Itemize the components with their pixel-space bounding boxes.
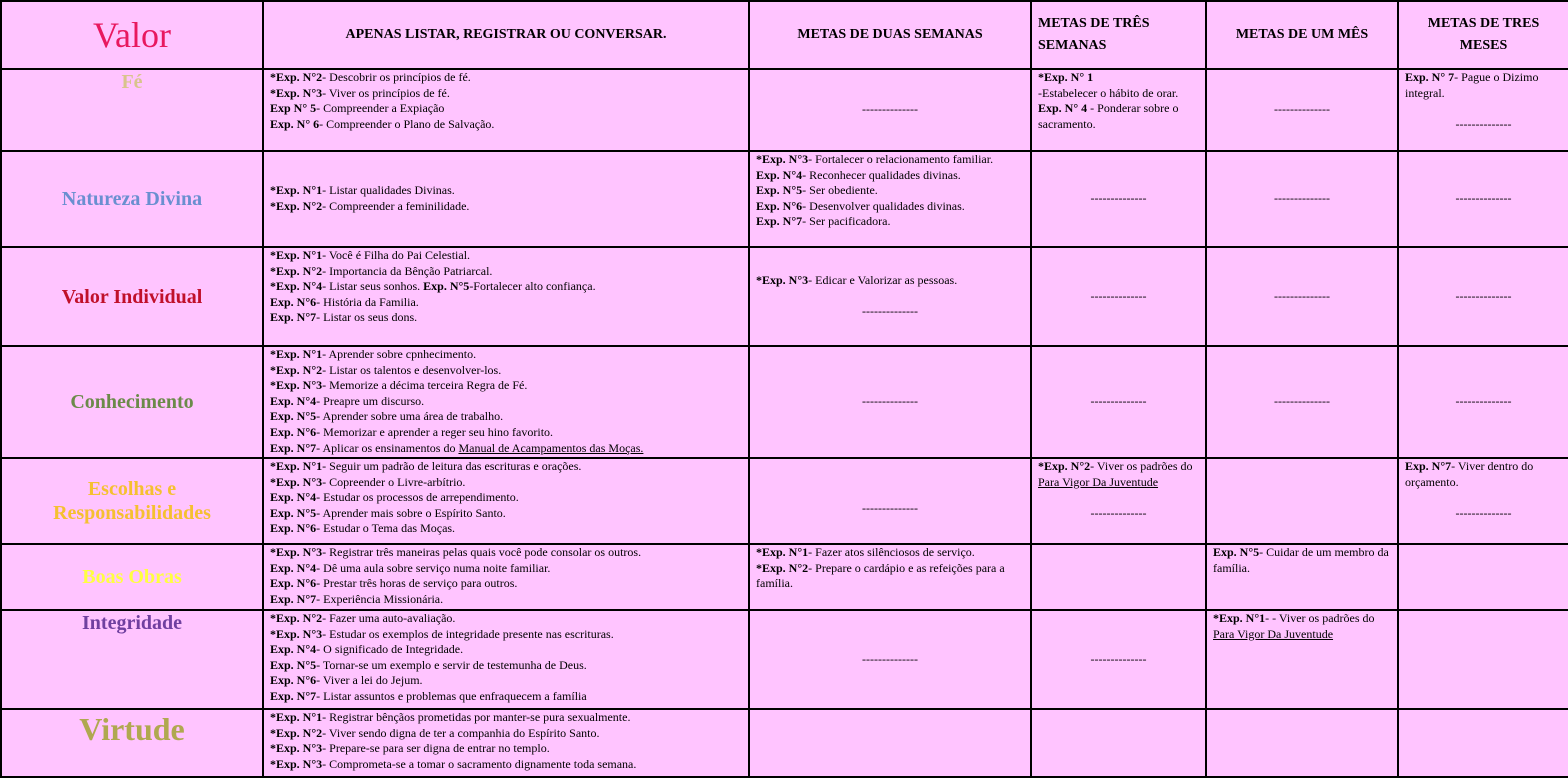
column-header-three-weeks: METAS DE TRÊS SEMANAS bbox=[1031, 1, 1206, 69]
goal-text: -Estabelecer o hábito de orar. bbox=[1038, 85, 1179, 100]
goal-cell bbox=[1031, 610, 1206, 709]
goal-cell bbox=[1206, 544, 1398, 610]
goal-line bbox=[1213, 289, 1391, 305]
goal-cell bbox=[749, 709, 1031, 777]
goal-text: - Cuidar de um membro da família. bbox=[1213, 545, 1389, 575]
goal-line bbox=[270, 611, 742, 627]
goal-line bbox=[270, 757, 742, 773]
goal-line bbox=[270, 710, 742, 726]
goal-text: - Importancia da Bênção Patriarcal. bbox=[322, 263, 493, 278]
goal-line bbox=[270, 409, 742, 425]
value-row bbox=[1, 346, 1568, 458]
experience-number: *Exp. N° 1 bbox=[1038, 70, 1094, 84]
goal-cell bbox=[1206, 346, 1398, 458]
goal-line bbox=[756, 545, 1024, 561]
goal-line bbox=[756, 183, 1024, 199]
goal-text: - Reconhecer qualidades divinas. bbox=[802, 167, 961, 182]
goal-line bbox=[270, 86, 742, 102]
goal-line bbox=[1405, 506, 1562, 522]
goal-line bbox=[756, 102, 1024, 118]
goal-cell bbox=[1206, 247, 1398, 346]
goal-text: - Viver os princípios de fé. bbox=[322, 85, 450, 100]
goal-cell bbox=[749, 544, 1031, 610]
experience-number: Exp. N°6 bbox=[270, 424, 317, 439]
experience-number: *Exp. N°3 bbox=[270, 626, 323, 641]
experience-number: *Exp. N°2 bbox=[1038, 459, 1091, 473]
experience-number: *Exp. N°2 bbox=[270, 70, 323, 84]
goal-line bbox=[270, 627, 742, 643]
goal-text: - Estudar os exemplos de integridade presente nas escrituras. bbox=[322, 626, 614, 641]
goal-line bbox=[270, 310, 742, 326]
goal-line bbox=[270, 576, 742, 592]
goal-line bbox=[270, 183, 742, 199]
goal-cell bbox=[1031, 709, 1206, 777]
goal-cell bbox=[263, 69, 749, 151]
value-row bbox=[1, 709, 1568, 777]
goal-cell bbox=[263, 709, 749, 777]
value-name: Conhecimento bbox=[1, 346, 263, 458]
experience-number: *Exp. N°3 bbox=[270, 545, 323, 559]
goal-text: - Compreender a Expiação bbox=[316, 101, 445, 116]
goal-line bbox=[270, 264, 742, 280]
goal-text: - Prestar três horas de serviço para outros. bbox=[316, 576, 518, 591]
manual-reference: Para Vigor Da Juventude bbox=[1038, 474, 1159, 489]
goal-cell bbox=[263, 610, 749, 709]
experience-number: *Exp. N°4 bbox=[270, 279, 323, 294]
experience-number: Exp. N°5 bbox=[423, 279, 470, 294]
goal-text: -------------- bbox=[862, 102, 918, 117]
goal-line bbox=[756, 485, 1024, 501]
goal-line bbox=[270, 673, 742, 689]
experience-number: Exp. N°6 bbox=[756, 198, 803, 213]
manual-reference: Para Vigor Da Juventude bbox=[1213, 626, 1334, 641]
goal-text: - Experiência Missionária. bbox=[316, 591, 444, 606]
experience-number: *Exp. N°2 bbox=[270, 263, 323, 278]
experience-number: Exp. N°4 bbox=[270, 393, 317, 408]
goal-cell bbox=[749, 69, 1031, 151]
experience-number: *Exp. N°1 bbox=[270, 347, 323, 361]
goal-text: -------------- bbox=[862, 651, 918, 666]
goal-line bbox=[270, 199, 742, 215]
goal-cell bbox=[1206, 458, 1398, 544]
goal-cell bbox=[263, 458, 749, 544]
goal-line bbox=[270, 101, 742, 117]
manual-reference: Manual de Acampamentos das Moças. bbox=[458, 440, 644, 455]
goal-line bbox=[270, 726, 742, 742]
goal-line bbox=[270, 295, 742, 311]
goal-line bbox=[1038, 86, 1199, 102]
goal-text: -------------- bbox=[862, 394, 918, 409]
goal-line bbox=[1213, 394, 1391, 410]
experience-number: Exp. N°7 bbox=[756, 214, 803, 229]
value-name: Valor Individual bbox=[1, 247, 263, 346]
experience-number: *Exp. N°2 bbox=[270, 725, 323, 740]
goal-text: - - Viver os padrões do bbox=[1265, 611, 1375, 625]
goal-text: -------------- bbox=[1274, 394, 1330, 409]
goal-text: - Descobrir os princípios de fé. bbox=[322, 70, 471, 84]
goal-line bbox=[270, 394, 742, 410]
goal-line bbox=[1038, 459, 1199, 490]
goal-line bbox=[1038, 652, 1199, 668]
goal-line bbox=[1405, 117, 1562, 133]
goal-line bbox=[756, 199, 1024, 215]
goal-line bbox=[1405, 459, 1562, 490]
header-row bbox=[1, 1, 1568, 69]
goal-line bbox=[270, 561, 742, 577]
goal-text: - Aplicar os ensinamentos do bbox=[316, 440, 459, 455]
goal-cell bbox=[1031, 151, 1206, 247]
goal-text: - Viver sendo digna de ter a companhia do Espírito Santo. bbox=[322, 725, 600, 740]
goal-cell bbox=[1398, 709, 1568, 777]
value-row bbox=[1, 458, 1568, 544]
goal-cell bbox=[263, 247, 749, 346]
goal-line bbox=[270, 545, 742, 561]
value-name: Integridade bbox=[1, 610, 263, 709]
goal-text: -------------- bbox=[1455, 191, 1512, 206]
goal-line bbox=[270, 475, 742, 491]
goal-text: - Aprender sobre uma área de trabalho. bbox=[316, 409, 504, 424]
experience-number: Exp. N°4 bbox=[756, 167, 803, 182]
goal-line bbox=[756, 304, 1024, 320]
value-row bbox=[1, 69, 1568, 151]
goal-cell bbox=[263, 151, 749, 247]
goal-text: - O significado de Integridade. bbox=[316, 642, 464, 657]
goal-cell bbox=[1398, 151, 1568, 247]
goal-line bbox=[270, 506, 742, 522]
goal-text: - Seguir um padrão de leitura das escrituras e orações. bbox=[322, 459, 582, 473]
goal-text: - Aprender sobre cpnhecimento. bbox=[322, 347, 477, 361]
experience-number: *Exp. N°1 bbox=[1213, 611, 1266, 625]
goal-line bbox=[270, 642, 742, 658]
experience-number: Exp. N°7 bbox=[270, 591, 317, 606]
goal-cell bbox=[1206, 610, 1398, 709]
goal-text: - Listar os seus dons. bbox=[316, 310, 418, 325]
goal-line bbox=[270, 248, 742, 264]
goal-text: - Fazer uma auto-avaliação. bbox=[322, 611, 456, 625]
goal-line bbox=[756, 214, 1024, 230]
goal-line bbox=[1213, 611, 1391, 642]
goal-cell bbox=[749, 346, 1031, 458]
value-row bbox=[1, 247, 1568, 346]
goal-line bbox=[270, 70, 742, 86]
goal-line bbox=[270, 347, 742, 363]
goal-text: - Preapre um discurso. bbox=[316, 393, 425, 408]
goal-line bbox=[756, 652, 1024, 668]
goal-text: -------------- bbox=[1274, 191, 1330, 206]
goal-line bbox=[270, 658, 742, 674]
goal-cell bbox=[1031, 346, 1206, 458]
goal-text: - Tornar-se um exemplo e servir de testemunha de Deus. bbox=[316, 657, 587, 672]
goal-line bbox=[270, 741, 742, 757]
goal-text: - Listar seus sonhos. bbox=[322, 279, 424, 294]
goal-line bbox=[1405, 289, 1562, 305]
experience-number: Exp. N°7 bbox=[270, 310, 317, 325]
value-name: Fé bbox=[1, 69, 263, 151]
goal-text: -------------- bbox=[1455, 116, 1512, 131]
goal-text: - Viver os padrões do bbox=[1090, 459, 1193, 473]
value-row bbox=[1, 151, 1568, 247]
goal-line bbox=[270, 378, 742, 394]
goal-text: -------------- bbox=[1455, 505, 1512, 520]
goal-line bbox=[756, 152, 1024, 168]
goal-line bbox=[270, 490, 742, 506]
goal-line bbox=[1038, 191, 1199, 207]
experience-number: *Exp. N°1 bbox=[270, 710, 323, 724]
goal-text: - Viver a lei do Jejum. bbox=[316, 673, 423, 688]
experience-number: Exp. N°7 bbox=[270, 440, 317, 455]
goal-cell bbox=[263, 346, 749, 458]
goal-text: - Listar os talentos e desenvolver-los. bbox=[322, 362, 502, 377]
goal-cell bbox=[1031, 544, 1206, 610]
goal-text: - Dê uma aula sobre serviço numa noite familiar. bbox=[316, 560, 551, 575]
goal-line bbox=[756, 273, 1024, 289]
goal-text: -------------- bbox=[1090, 191, 1147, 206]
experience-number: *Exp. N°3 bbox=[270, 756, 323, 771]
goal-cell bbox=[1031, 247, 1206, 346]
experience-number: Exp. N°4 bbox=[270, 642, 317, 657]
experience-number: Exp. N°5 bbox=[1213, 545, 1260, 559]
experience-number: *Exp. N°3 bbox=[756, 152, 809, 166]
column-header-list: APENAS LISTAR, REGISTRAR OU CONVERSAR. bbox=[263, 1, 749, 69]
goal-text: - Comprometa-se a tomar o sacramento dignamente toda semana. bbox=[322, 756, 637, 771]
experience-number: Exp. N° 7 bbox=[1405, 70, 1455, 84]
goal-line bbox=[1038, 101, 1199, 132]
goal-line bbox=[270, 521, 742, 537]
goal-line bbox=[1405, 394, 1562, 410]
goal-line bbox=[270, 459, 742, 475]
experience-number: *Exp. N°1 bbox=[270, 459, 323, 473]
goal-cell bbox=[1398, 610, 1568, 709]
goal-line bbox=[270, 592, 742, 608]
experience-number: Exp. N°6 bbox=[270, 294, 317, 309]
experience-number: Exp. N°6 bbox=[270, 576, 317, 591]
experience-number: *Exp. N°2 bbox=[270, 362, 323, 377]
goal-text: - Registrar três maneiras pelas quais você pode consolar os outros. bbox=[322, 545, 642, 559]
goal-cell bbox=[1398, 544, 1568, 610]
experience-number: Exp. N°5 bbox=[756, 183, 803, 198]
goal-text: - Pague o Dizimo integral. bbox=[1405, 70, 1539, 100]
goal-line bbox=[270, 279, 742, 295]
goal-text: - Listar assuntos e problemas que enfraquecem a família bbox=[316, 688, 587, 703]
goal-text: - Viver dentro do orçamento. bbox=[1405, 459, 1534, 489]
experience-number: Exp. N°7 bbox=[1405, 459, 1452, 473]
goal-line bbox=[270, 117, 742, 133]
goal-text: - Prepare-se para ser digna de entrar no templo. bbox=[322, 741, 550, 756]
experience-number: Exp N° 5 bbox=[270, 101, 317, 116]
goal-line bbox=[270, 441, 742, 457]
goal-text: - História da Familia. bbox=[316, 294, 419, 309]
goal-cell bbox=[1398, 458, 1568, 544]
value-name: Escolhas e Responsabilidades bbox=[1, 458, 263, 544]
goal-text: -------------- bbox=[1455, 394, 1512, 409]
value-name: Virtude bbox=[1, 709, 263, 777]
goal-cell bbox=[749, 458, 1031, 544]
experience-number: *Exp. N°3 bbox=[270, 474, 323, 489]
goal-line bbox=[756, 168, 1024, 184]
experience-number: *Exp. N°3 bbox=[756, 273, 809, 288]
experience-number: Exp. N°5 bbox=[270, 505, 317, 520]
goal-text: - Memorizar e aprender a reger seu hino favorito. bbox=[316, 424, 554, 439]
goal-line bbox=[1038, 289, 1199, 305]
experience-number: Exp. N°6 bbox=[270, 521, 317, 536]
goal-text: - Memorize a décima terceira Regra de Fé. bbox=[322, 378, 528, 393]
goal-text: - Listar qualidades Divinas. bbox=[322, 183, 455, 198]
goal-cell bbox=[749, 247, 1031, 346]
goal-text: -------------- bbox=[1090, 394, 1147, 409]
goal-line bbox=[1405, 101, 1562, 117]
value-row bbox=[1, 544, 1568, 610]
goal-line bbox=[1038, 70, 1199, 86]
goal-line bbox=[1038, 506, 1199, 522]
goal-text: - Desenvolver qualidades divinas. bbox=[802, 198, 965, 213]
goal-line bbox=[756, 501, 1024, 517]
experience-number: Exp. N°4 bbox=[270, 560, 317, 575]
goal-text: -------------- bbox=[1274, 288, 1330, 303]
value-name: Boas Obras bbox=[1, 544, 263, 610]
goal-text: - Prepare o cardápio e as refeições para a família. bbox=[756, 560, 1005, 591]
experience-number: *Exp. N°1 bbox=[756, 545, 809, 559]
goal-text: - Aprender mais sobre o Espírito Santo. bbox=[316, 505, 506, 520]
goal-cell bbox=[1206, 151, 1398, 247]
column-header-one-month: METAS DE UM MÊS bbox=[1206, 1, 1398, 69]
goal-text: -------------- bbox=[862, 501, 918, 515]
goal-line bbox=[1213, 191, 1391, 207]
goal-text: - Estudar os processos de arrependimento. bbox=[316, 490, 519, 505]
experience-number: *Exp. N°2 bbox=[756, 560, 809, 575]
goal-text: - Você é Filha do Pai Celestial. bbox=[322, 248, 471, 262]
goal-cell bbox=[749, 610, 1031, 709]
goal-text: - Fazer atos silênciosos de serviço. bbox=[808, 545, 975, 559]
goal-cell bbox=[1398, 69, 1568, 151]
experience-number: *Exp. N°3 bbox=[270, 741, 323, 756]
goal-cell bbox=[1206, 69, 1398, 151]
goal-cell bbox=[1206, 709, 1398, 777]
goal-line bbox=[1405, 191, 1562, 207]
goal-text: -------------- bbox=[1090, 505, 1147, 520]
goal-line bbox=[1405, 70, 1562, 101]
goal-cell bbox=[1031, 69, 1206, 151]
goal-text: -------------- bbox=[862, 304, 918, 319]
experience-number: Exp. N° 4 bbox=[1038, 101, 1088, 116]
experience-number: Exp. N°4 bbox=[270, 490, 317, 505]
experience-number: *Exp. N°3 bbox=[270, 378, 323, 393]
value-name: Natureza Divina bbox=[1, 151, 263, 247]
experience-number: Exp. N°5 bbox=[270, 657, 317, 672]
goal-text: - Compreender a feminilidade. bbox=[322, 199, 470, 213]
goal-line bbox=[1038, 394, 1199, 410]
goal-text: -------------- bbox=[1090, 288, 1147, 303]
goal-line bbox=[1405, 490, 1562, 506]
goal-line bbox=[270, 363, 742, 379]
goal-cell bbox=[1398, 247, 1568, 346]
experience-number: Exp. N°7 bbox=[270, 688, 317, 703]
experience-number: Exp. N°6 bbox=[270, 673, 317, 688]
goal-line bbox=[1213, 545, 1391, 576]
experience-number: *Exp. N°3 bbox=[270, 85, 323, 100]
goal-text: -Fortalecer alto confiança. bbox=[469, 279, 596, 294]
goal-text: -------------- bbox=[1274, 102, 1330, 117]
goal-text: -------------- bbox=[1090, 651, 1147, 666]
experience-number: Exp. N°5 bbox=[270, 409, 317, 424]
goal-text: -------------- bbox=[1455, 288, 1512, 303]
experience-number: *Exp. N°1 bbox=[270, 183, 323, 198]
column-header-two-weeks: METAS DE DUAS SEMANAS bbox=[749, 1, 1031, 69]
valor-header: Valor bbox=[1, 1, 263, 69]
goal-line bbox=[1213, 102, 1391, 118]
experience-number: Exp. N° 6 bbox=[270, 116, 320, 131]
goal-text: - Registrar bênçãos prometidas por manter-se pura sexualmente. bbox=[322, 710, 631, 724]
goal-line bbox=[270, 425, 742, 441]
goal-line bbox=[756, 289, 1024, 305]
goal-cell bbox=[749, 151, 1031, 247]
goal-text: - Estudar o Tema das Moças. bbox=[316, 521, 456, 536]
goal-text: - Copreender o Livre-arbítrio. bbox=[322, 474, 466, 489]
goal-cell bbox=[263, 544, 749, 610]
experience-number: *Exp. N°1 bbox=[270, 248, 323, 262]
goal-line bbox=[756, 394, 1024, 410]
goal-text: - Compreender o Plano de Salvação. bbox=[319, 116, 495, 131]
goal-text: - Fortalecer o relacionamento familiar. bbox=[808, 152, 994, 166]
goal-line bbox=[1038, 490, 1199, 506]
goal-text: - Ser obediente. bbox=[802, 183, 878, 198]
goal-line bbox=[270, 689, 742, 705]
goal-text: - Edicar e Valorizar as pessoas. bbox=[808, 273, 958, 288]
value-row bbox=[1, 610, 1568, 709]
goal-cell bbox=[1031, 458, 1206, 544]
goal-text: - Ser pacificadora. bbox=[802, 214, 891, 229]
column-header-three-months: METAS DE TRES MESES bbox=[1398, 1, 1568, 69]
experience-number: *Exp. N°2 bbox=[270, 199, 323, 213]
goal-text: - Ponderar sobre o sacramento. bbox=[1038, 101, 1179, 131]
goal-cell bbox=[1398, 346, 1568, 458]
goal-line bbox=[756, 561, 1024, 592]
experience-number: *Exp. N°2 bbox=[270, 611, 323, 625]
